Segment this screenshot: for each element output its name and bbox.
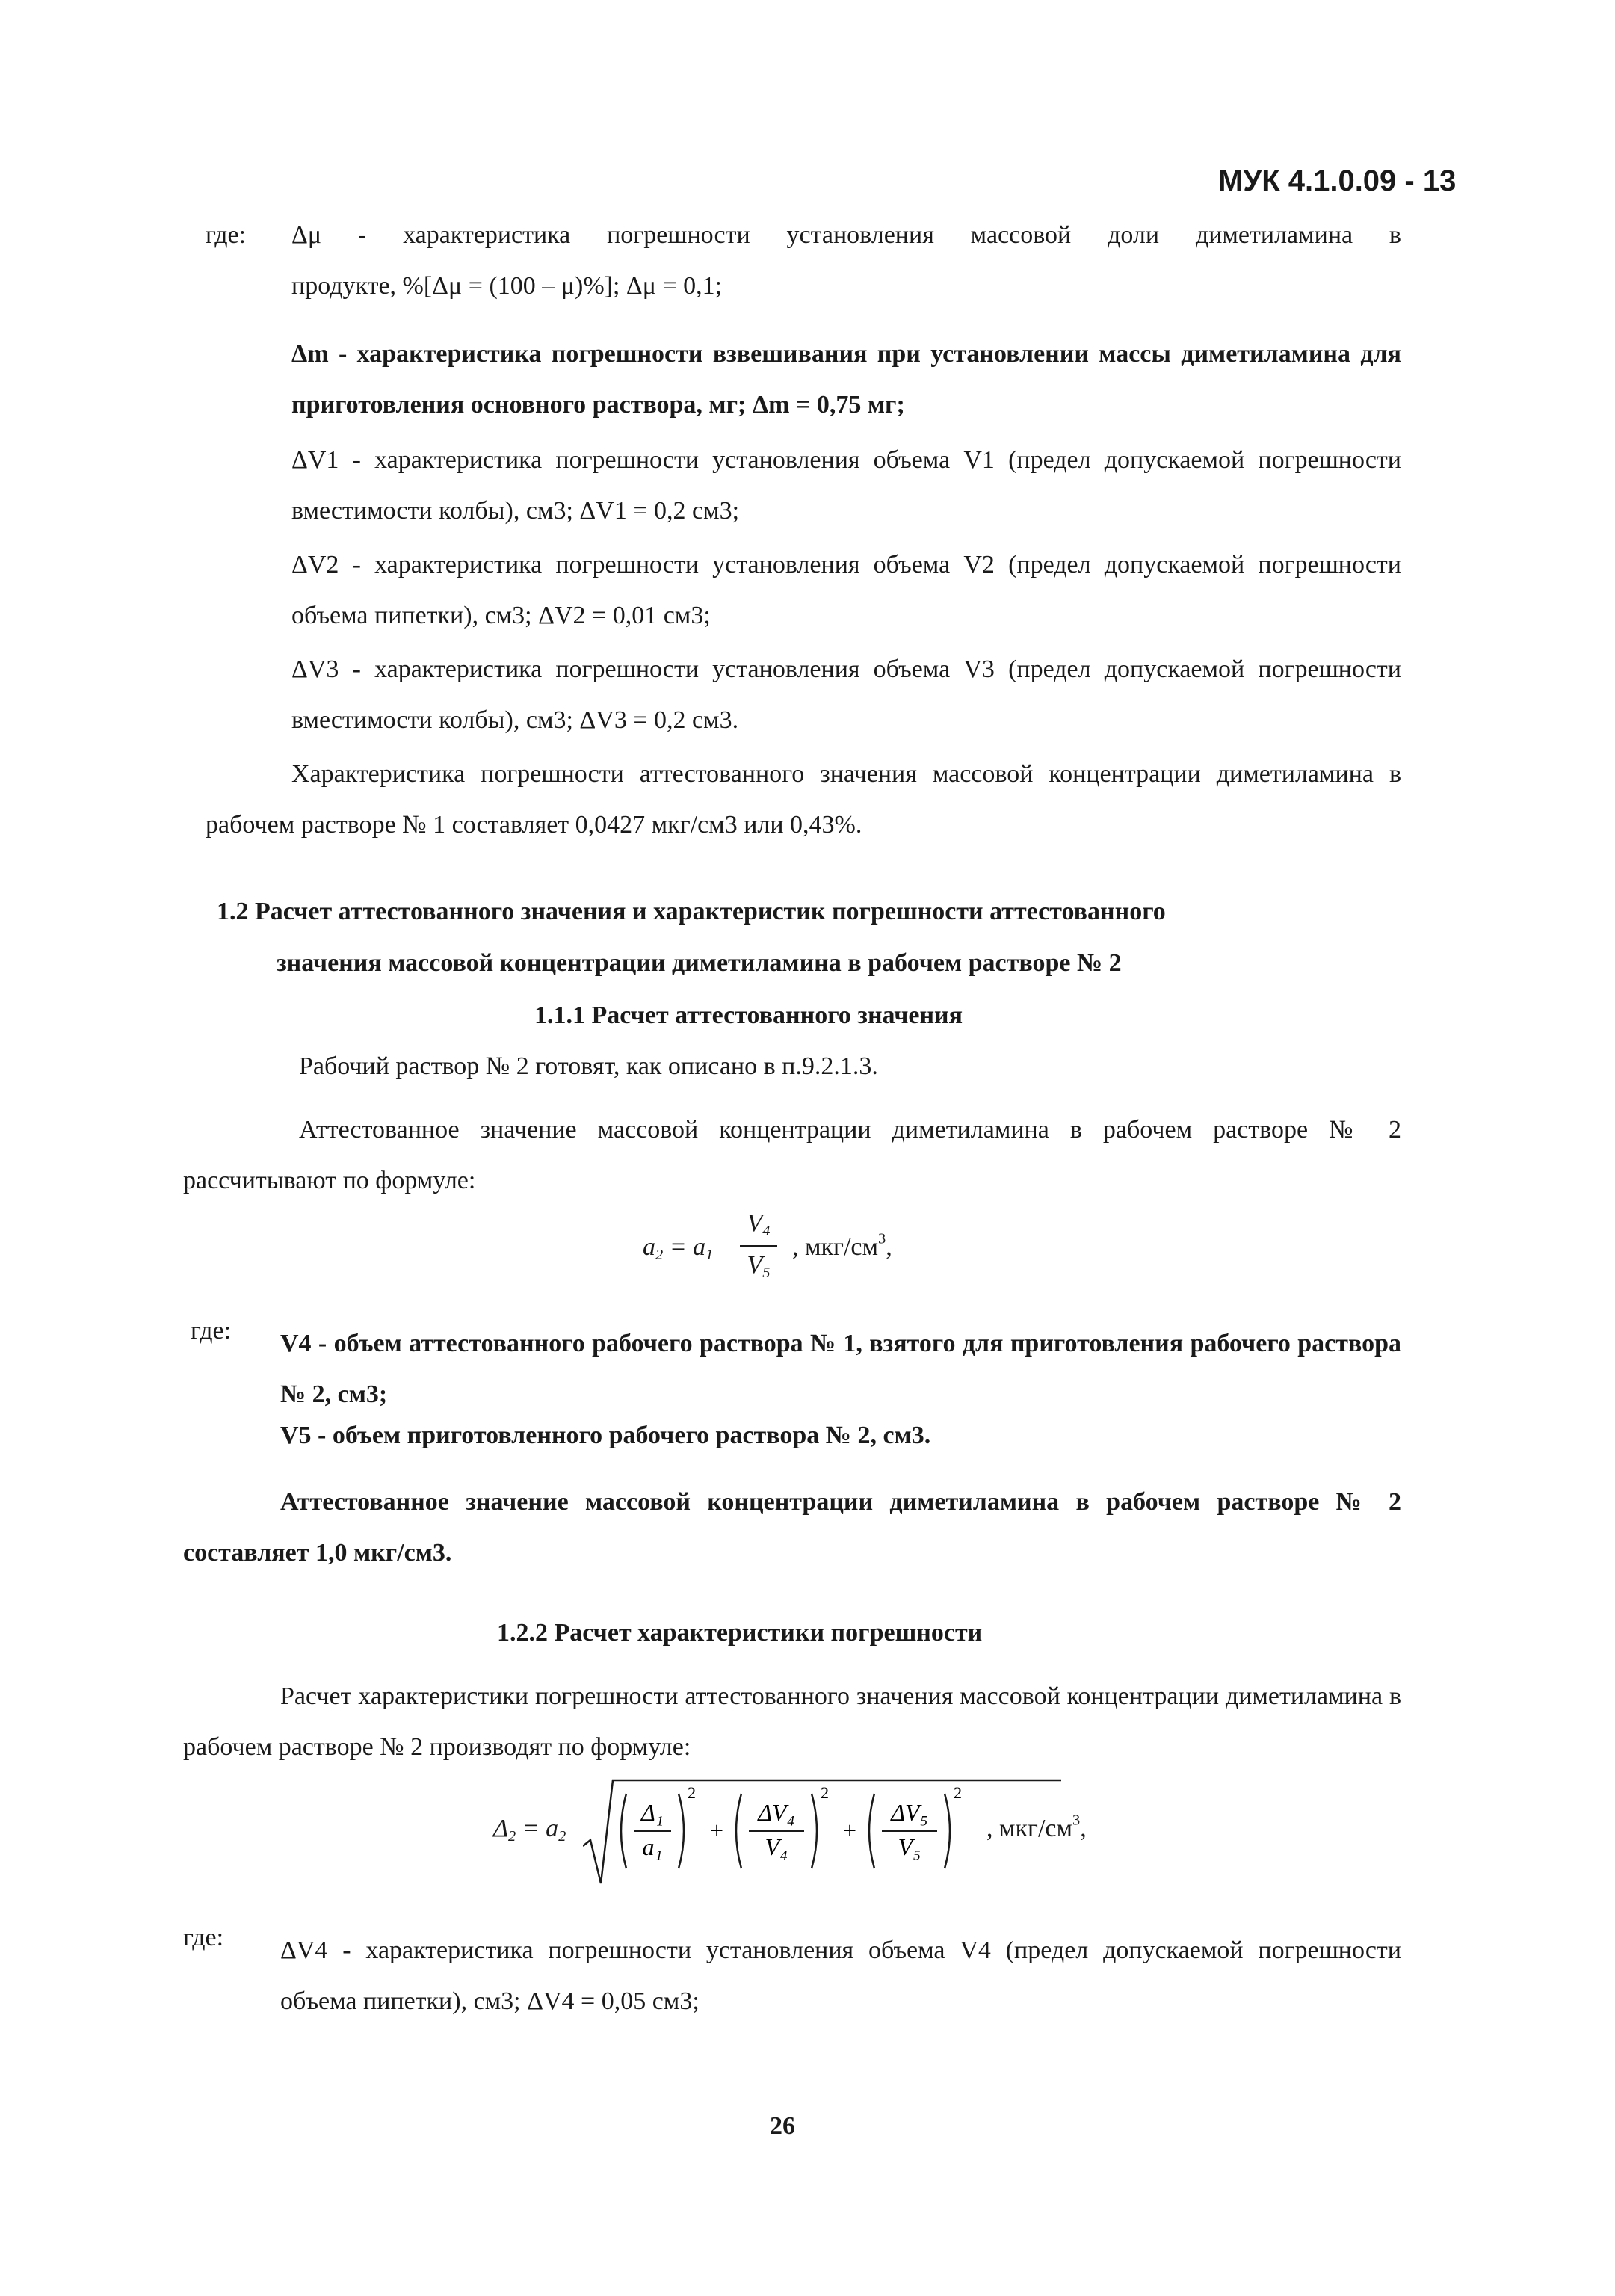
result-paragraph: Аттестованное значение массовой концентрации диметиламина в рабочем растворе № 2 составляет 1,0 мкг/см3.: [183, 1488, 1401, 1567]
dv2-definition: ΔV2 - характеристика погрешности установления объема V2 (предел допускаемой погрешности объема пипетки), см3; ΔV2 = 0,01 см3;: [291, 551, 1401, 629]
where-label-3: где:: [183, 1924, 224, 1951]
dm-definition: Δm - характеристика погрешности взвешивания при установлении массы диметиламина для приготовления основного раствора, мг; Δm = 0,75 мг;: [291, 340, 1401, 419]
svg-text:2: 2: [954, 1783, 962, 1802]
svg-text:2: 2: [821, 1783, 829, 1802]
subsection-title-1-2-2: 1.2.2 Расчет характеристики погрешности: [497, 1619, 983, 1647]
section-title-line1: 1.2 Расчет аттестованного значения и характеристик погрешности аттестованного: [217, 898, 1166, 925]
section-title-line2: значения массовой концентрации диметиламина в рабочем растворе № 2: [277, 949, 1122, 977]
svg-text:+: +: [710, 1817, 724, 1844]
svg-text:ΔV₅: ΔV₅: [891, 1799, 928, 1826]
v4-definition: V4 - объем аттестованного рабочего раствора № 1, взятого для приготовления рабочего раствора № 2, см3;: [280, 1330, 1401, 1408]
where-label-2: где:: [191, 1317, 232, 1345]
v5-definition: V5 - объем приготовленного рабочего раствора № 2, см3.: [280, 1422, 931, 1449]
formula-a2-denominator: $V_5$: [747, 1251, 771, 1282]
p-error-formula-intro: Расчет характеристики погрешности аттестованного значения массовой концентрации диметиламина в рабочем растворе № 2 производят по формуле:: [183, 1682, 1401, 1761]
summary-paragraph: Характеристика погрешности аттестованного значения массовой концентрации диметиламина в рабочем растворе № 1 составляет 0,0427 мкг/см3 или 0,43%.: [206, 760, 1401, 839]
formula-a2-numerator: $V_4$: [747, 1209, 771, 1240]
svg-text:V₄: V₄: [765, 1833, 788, 1860]
p-solution-preparation: Рабочий раствор № 2 готовят, как описано в п.9.2.1.3.: [299, 1052, 878, 1080]
dv4-definition: ΔV4 - характеристика погрешности установления объема V4 (предел допускаемой погрешности объема пипетки), см3; ΔV4 = 0,05 см3;: [280, 1937, 1401, 2015]
svg-text:a₁: a₁: [642, 1833, 663, 1860]
page-number: 26: [770, 2112, 795, 2140]
dmu-definition-line2: продукте, %[Δμ = (100 – μ)%]; Δμ = 0,1;: [291, 272, 723, 300]
dmu-definition-line1: Δμ - характеристика погрешности установления массовой доли диметиламина в: [291, 221, 1401, 249]
svg-text:V₅: V₅: [898, 1833, 921, 1860]
svg-text:ΔV₄: ΔV₄: [758, 1799, 795, 1826]
dv3-definition: ΔV3 - характеристика погрешности установления объема V3 (предел допускаемой погрешности вместимости колбы), см3; ΔV3 = 0,2 см3.: [291, 655, 1401, 734]
formula-delta2-unit: , мкг/$см^3$,: [986, 1812, 1087, 1842]
svg-text:2: 2: [688, 1783, 696, 1802]
formula-delta2: $\Delta_2 = a_2$ Δ₁ a₁ 2 + ΔV₄ V₄ 2 + ΔV₅ V₅ 2 , мкг/$см^3$,: [493, 1771, 1166, 1891]
p-formula-intro: Аттестованное значение массовой концентрации диметиламина в рабочем растворе № 2 рассчитывают по формуле:: [183, 1116, 1401, 1194]
svg-text:+: +: [843, 1817, 857, 1844]
dv1-definition: ΔV1 - характеристика погрешности установления объема V1 (предел допускаемой погрешности вместимости колбы), см3; ΔV1 = 0,2 см3;: [291, 446, 1401, 525]
subsection-title-1-1-1: 1.1.1 Расчет аттестованного значения: [534, 1002, 963, 1029]
where-label: где:: [206, 221, 247, 249]
document-code: МУК 4.1.0.09 - 13: [1218, 164, 1457, 197]
svg-text:Δ₁: Δ₁: [641, 1799, 664, 1826]
formula-a2-unit: , мкг/$см^3$,: [792, 1230, 892, 1261]
formula-a2: $a_2 = a_1$ $V_4$ $V_5$ , мкг/$см^3$,: [643, 1209, 892, 1282]
